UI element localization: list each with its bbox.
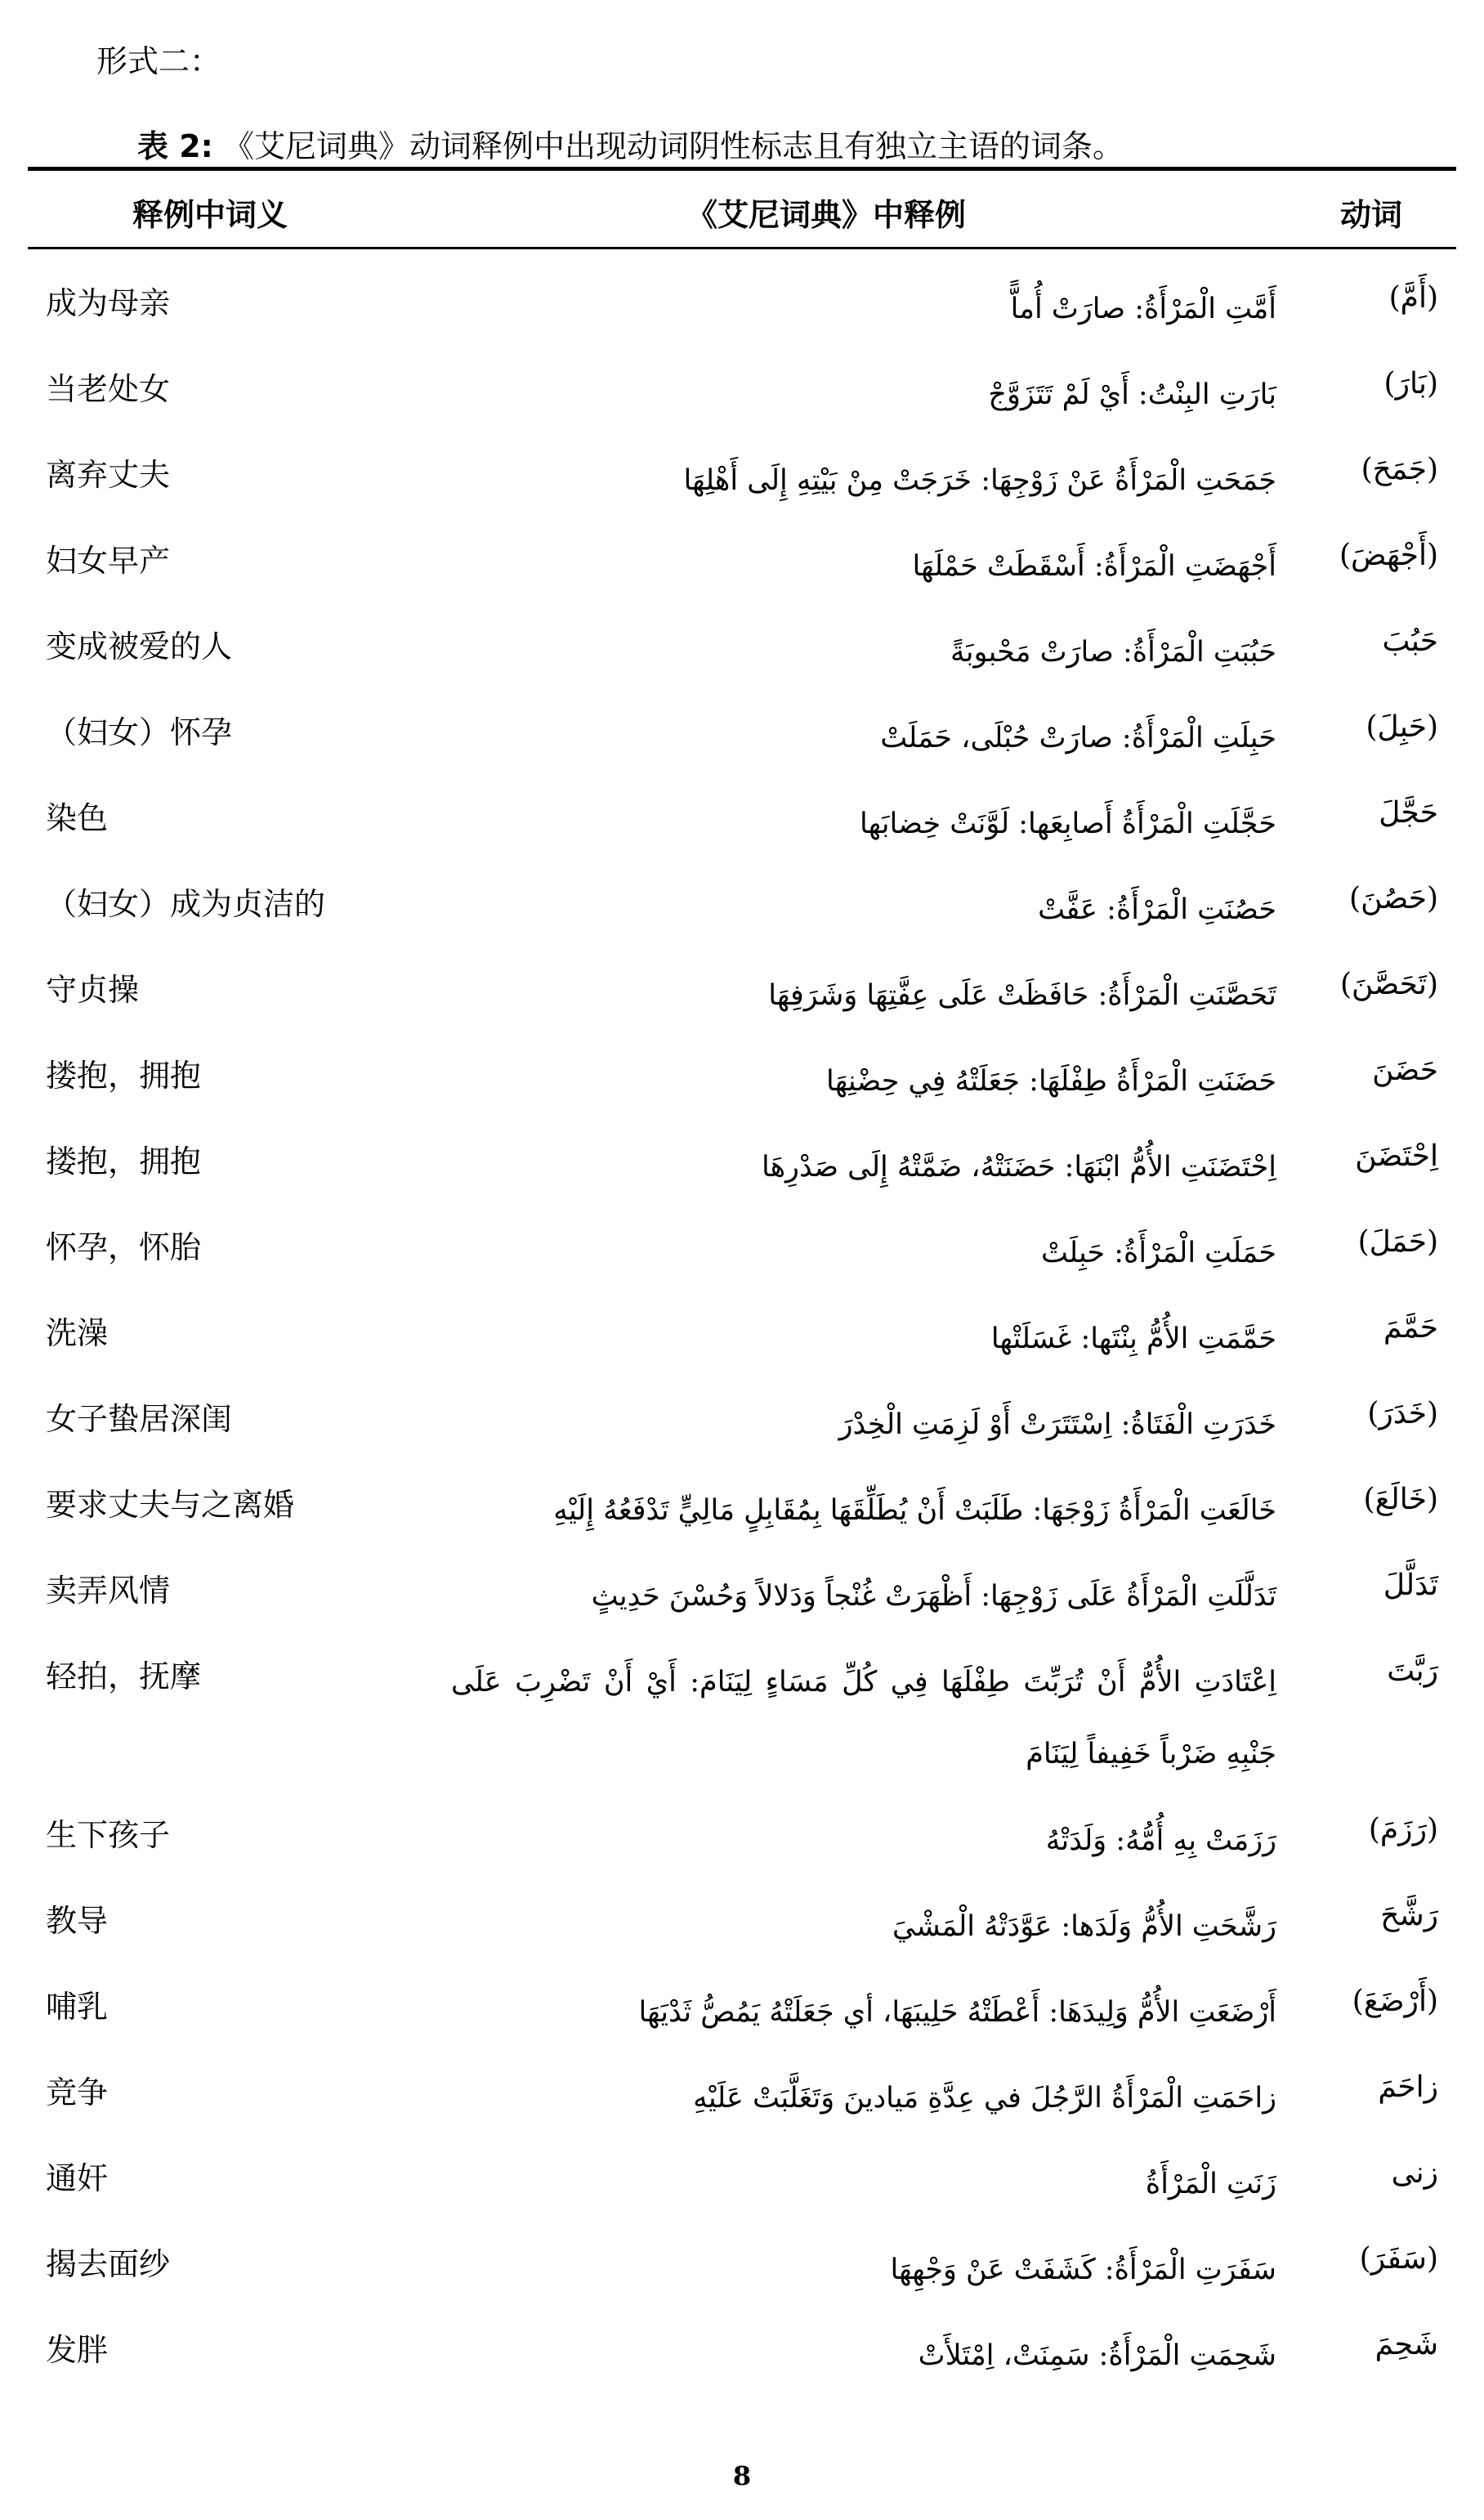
example-cell: زَنَتِ الْمَرْأَةُ [1145,2168,1276,2200]
table-row [0,1376,1484,1461]
verb-cell: تَدَلَّلَ [1383,1569,1438,1602]
verb-cell: (أَرْضَعَ) [1352,1985,1438,2018]
example-cell: سَفَرَتِ الْمَرْأَةُ: كَشَفَتْ عَنْ وَجْهِهَا [890,2254,1276,2286]
table-row [0,947,1484,1032]
meaning-cell: 怀孕，怀胎 [46,1229,202,1265]
verb-cell: حَجَّلَ [1379,796,1438,830]
verb-cell: حَضَنَ [1372,1054,1438,1087]
meaning-cell: 通奸 [46,2160,109,2196]
meaning-cell: 生下孩子 [46,1817,171,1853]
table-row [0,2221,1484,2307]
meaning-cell: 哺乳 [46,1989,109,2025]
meaning-cell: 要求丈夫与之离婚 [46,1487,295,1523]
example-cell: حَمَّمَتِ الأُمُّ بِنْتَها: غَسَلَتْها [990,1323,1276,1355]
table-row [0,1204,1484,1290]
example-cell: اِحْتَضَنَتِ الأُمُّ ابْنَهَا: حَضَنَتْهُ، ضَمَّتْهُ إِلَى صَدْرِهَا [761,1151,1276,1184]
page-number: 8 [732,2460,752,2491]
table-row [0,861,1484,947]
example-cell: أَجْهَضَتِ الْمَرْأَةُ: أَسْقَطَتْ حَمْلَهَا [912,550,1276,583]
column-header-verb: 动词 [1340,197,1403,233]
meaning-cell: 守贞操 [46,972,140,1008]
table-row [0,775,1484,861]
table-row [0,689,1484,775]
meaning-cell: 染色 [46,800,109,836]
verb-cell: (بَارَ) [1383,367,1438,401]
table-row [0,1118,1484,1204]
table-row [0,2049,1484,2135]
table-row [0,517,1484,603]
column-header-meaning: 释例中词义 [132,197,288,233]
verb-cell: (أَجْهَضَ) [1339,539,1438,572]
table-row [0,603,1484,689]
meaning-cell: 搂抱，拥抱 [46,1058,202,1094]
meaning-cell: 妇女早产 [46,543,171,579]
table-row [0,1878,1484,1963]
verb-cell: (حَصُنَ) [1349,882,1438,915]
example-cell: حَبُبَتِ الْمَرْأَةُ: صارَتْ مَحْبوبَةً [950,636,1276,669]
table-caption-label: 表 2: [137,128,213,164]
verb-cell: حَمَّمَ [1383,1311,1438,1345]
table-top-rule [28,167,1456,171]
meaning-cell: 成为母亲 [46,285,171,321]
verb-cell: اِحْتَضَنَ [1355,1139,1438,1173]
example-cell: خَالَعَتِ الْمَرْأَةُ زَوْجَهَا: طَلَبَتْ أَنْ يُطَلِّقَهَا بِمُقَابِلٍ مَالِيٍّ تَدْفَعُهُ إِلَيْهِ [553,1494,1276,1527]
verb-cell: (خَالَعَ) [1363,1483,1438,1516]
example-cell: رَزَمَتْ بِهِ أُمُّهُ: وَلَدَتْهُ [1045,1824,1276,1857]
meaning-cell: 当老处女 [46,371,171,407]
example-cell: أَمَّتِ الْمَرْأَةُ: صارَتْ أُماًّ [1010,293,1276,325]
table-row [0,2307,1484,2392]
example-cell: تَدَلَّلَتِ الْمَرْأَةُ عَلَى زَوْجِهَا: أَظْهَرَتْ غُنْجاً وَدَلالاً وَحُسْنَ حَدِيثٍ [591,1580,1276,1613]
example-cell: حَضَنَتِ الْمَرْأَةُ طِفْلَهَا: جَعَلَتْهُ فِي حِضْنِهَا [826,1065,1276,1098]
meaning-cell: （妇女）怀孕 [46,714,233,750]
verb-cell: (سَفَرَ) [1359,2242,1438,2276]
meaning-cell: 卖弄风情 [46,1573,171,1609]
table-row [0,1461,1484,1547]
verb-cell: (خَدَرَ) [1367,1397,1438,1430]
meaning-cell: 轻拍，抚摩 [46,1658,202,1694]
example-cell: تَحَصَّنَتِ الْمَرْأَةُ: حَافَظَتْ عَلَى عِفَّتِهَا وَشَرَفِهَا [768,979,1276,1012]
example-cell: حَبِلَتِ الْمَرْأَةُ: صارَتْ حُبْلَى، حَمَلَتْ [880,722,1276,754]
column-header-example: 《艾尼词典》中释例 [686,197,967,233]
verb-cell: زنى [1391,2156,1438,2190]
table-row [0,260,1484,346]
verb-cell: رَشَّحَ [1380,1899,1438,1932]
example-cell: حَجَّلَتِ الْمَرْأَةُ أَصابِعَها: لَوَّنَتْ خِضابَها [859,808,1276,840]
verb-cell: (حَمَلَ) [1357,1225,1438,1259]
example-cell: خَدَرَتِ الْفَتَاةُ: اِسْتَتَرَتْ أَوْ لَزِمَتِ الْخِدْرَ [838,1408,1276,1441]
verb-cell: (رَزَمَ) [1368,1813,1438,1846]
example-cell: بَارَتِ البِنْتُ: أَيْ لَمْ تَتَزَوَّجْ [988,378,1276,411]
verb-cell: (حَبِلَ) [1366,710,1438,744]
table-caption-text: 《艾尼词典》动词释例中出现动词阴性标志且有独立主语的词条。 [222,128,1124,164]
table-row [0,1547,1484,1633]
table-row [0,1963,1484,2049]
verb-cell: رَبَّتَ [1387,1654,1438,1688]
verb-cell: (أَمَّ) [1388,281,1438,315]
table-row [0,1633,1484,1792]
meaning-cell: 变成被爱的人 [46,629,233,665]
table-row [0,432,1484,517]
meaning-cell: 搂抱，拥抱 [46,1144,202,1179]
table-caption [137,121,1124,166]
verb-cell: (جَمَحَ) [1361,453,1438,486]
example-cell: أَرْضَعَتِ الأُمُّ وَلِيدَهَا: أَعْطَتْهُ حَلِيبَهَا، أي جَعَلَتْهُ يَمُصُّ ثَدْيَهَا [638,1996,1276,2029]
meaning-cell: 竞争 [46,2075,109,2110]
example-cell: جَمَحَتِ الْمَرْأَةُ عَنْ زَوْجِهَا: خَرَجَتْ مِنْ بَيْتِهِ إِلَى أَهْلِهَا [683,464,1276,497]
example-cell: حَمَلَتِ الْمَرْأَةُ: حَبِلَتْ [1040,1237,1276,1269]
table-row [0,1792,1484,1878]
verb-cell: حَبُبَ [1382,624,1438,658]
meaning-cell: 女子蛰居深闺 [46,1401,233,1437]
verb-cell: (تَحَصَّنَ) [1340,968,1438,1001]
table-row [0,1290,1484,1376]
example-cell: زاحَمَتِ الْمَرْأَةُ الرَّجُلَ في عِدَّةِ مَيادينَ وَتَغَلَّبَتْ عَلَيْهِ [693,2082,1276,2115]
verb-cell: زاحَمَ [1378,2070,1438,2104]
meaning-cell: （妇女）成为贞洁的 [46,886,326,922]
table-row [0,346,1484,432]
meaning-cell: 发胖 [46,2332,109,2368]
meaning-cell: 离弃丈夫 [46,457,171,493]
meaning-cell: 教导 [46,1903,109,1939]
section-heading: 形式二： [96,43,221,79]
example-cell: اِعْتَادَتِ الأُمُّ أَنْ تُرَبِّتَ طِفْلَهَا فِي كُلِّ مَسَاءٍ لِيَنَامَ: أَيْ أَنْ تَضْرِبَ عَلَى جَنْبِهِ ضَرْباً خَفِيفاً لِيَنَامَ [451,1666,1276,1770]
example-cell: حَصُنَتِ الْمَرْأَةُ: عَفَّتْ [1038,893,1276,926]
meaning-cell: 揭去面纱 [46,2246,171,2282]
example-cell: شَحِمَتِ الْمَرْأَةُ: سَمِنَتْ، اِمْتَلأَتْ [918,2339,1276,2372]
table-header-rule [28,247,1456,249]
table-body [0,260,1484,2392]
table-row [0,2135,1484,2221]
meaning-cell: 洗澡 [46,1315,109,1351]
table-row [0,1032,1484,1118]
verb-cell: شَحِمَ [1374,2328,1438,2361]
example-cell: رَشَّحَتِ الأُمُّ وَلَدَها: عَوَّدَتْهُ الْمَشْيَ [892,1910,1276,1943]
